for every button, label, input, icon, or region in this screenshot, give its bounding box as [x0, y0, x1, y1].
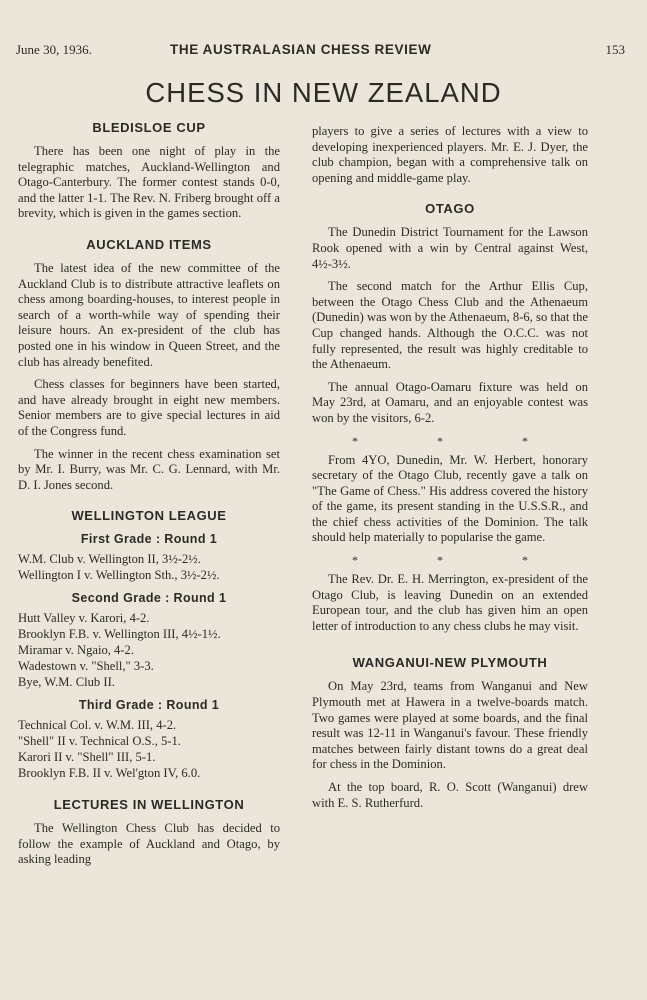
paragraph: The Rev. Dr. E. H. Merrington, ex-president of the Otago Club, is leaving Dunedin on an extended European tour, and the club has given him an open letter of introduction to any chess clubs he may visit. — [312, 572, 588, 633]
grade-heading: First Grade : Round 1 — [80, 532, 218, 547]
paragraph: At the top board, R. O. Scott (Wanganui) drew with E. S. Rutherfurd. — [312, 780, 588, 810]
result-line: Technical Col. v. W.M. III, 4-2. — [18, 718, 177, 733]
section-bledisloe-cup — [18, 120, 280, 222]
grade-heading: Second Grade : Round 1 — [71, 591, 227, 606]
paragraph: The winner in the recent chess examination set by Mr. I. Burry, was Mr. C. G. Lennard, with Mr. D. I. Jones second. — [18, 446, 280, 492]
paragraph: The Wellington Chess Club has decided to follow the example of Auckland and Otago, by asking leading — [18, 821, 280, 867]
result-line: "Shell" II v. Technical O.S., 5-1. — [18, 734, 181, 749]
result-line: Karori II v. "Shell" III, 5-1. — [18, 750, 156, 765]
results-list — [18, 610, 280, 690]
section-wanganui-new-plymouth — [312, 655, 588, 811]
section-separator: * * * — [352, 553, 566, 568]
section-wellington-league — [18, 508, 280, 781]
section-heading: WELLINGTON LEAGUE — [71, 508, 227, 524]
section-heading: WANGANUI-NEW PLYMOUTH — [352, 655, 548, 671]
page-number: 153 — [605, 42, 625, 57]
paragraph: Chess classes for beginners have been started, and have already brought in eight new members. Senior members are to give special lectures in aid of the Congress fund. — [18, 377, 280, 438]
paragraph: The Dunedin District Tournament for the Lawson Rook opened with a win by Central against West, 4½-3½. — [312, 225, 588, 271]
paragraph: On May 23rd, teams from Wanganui and New Plymouth met at Hawera in a twelve-boards match. Two games were played at some boards, and the final result was 12-11 in Wanganui's favour. These friendly matches between fairly distant towns do a great deal for chess in the Dominion. — [312, 679, 588, 772]
paragraph: There has been one night of play in the telegraphic matches, Auckland-Wellington and Otago-Canterbury. The former contest stands 0-0, and the latter 1-1. The Rev. N. Friberg brought off a brevity, which is given in the games section. — [18, 144, 280, 221]
section-heading: LECTURES IN WELLINGTON — [53, 797, 245, 813]
journal-title: THE AUSTRALASIAN CHESS REVIEW — [170, 42, 432, 57]
paragraph-continued: players to give a series of lectures with a view to developing inexperienced players. Mr. E. J. Dyer, the club champion, began with a comprehensive talk on opening and middle-game play. — [312, 124, 588, 185]
section-heading: AUCKLAND ITEMS — [86, 236, 212, 252]
section-otago — [312, 201, 588, 634]
section-lectures-in-wellington — [18, 797, 280, 868]
result-line: Miramar v. Ngaio, 4-2. — [18, 643, 134, 658]
result-line: Brooklyn F.B. II v. Wel'gton IV, 6.0. — [18, 766, 201, 781]
left-column — [18, 120, 280, 875]
section-separator: * * * — [352, 433, 566, 448]
result-line: Bye, W.M. Club II. — [18, 675, 115, 690]
running-header — [16, 40, 625, 60]
section-auckland-items — [18, 237, 280, 493]
result-line: Wellington I v. Wellington Sth., 3½-2½. — [18, 568, 220, 583]
paragraph: From 4YO, Dunedin, Mr. W. Herbert, honorary secretary of the Otago Club, recently gave a talk on "The Game of Chess." His address covered the history of the game, its present standing in the U.S.S.R., and the chief chess activities of the Dominion. The talk should help materially to popularise the game. — [312, 452, 588, 545]
grade-heading: Third Grade : Round 1 — [78, 698, 220, 713]
right-column — [312, 124, 588, 818]
result-line: W.M. Club v. Wellington II, 3½-2½. — [18, 552, 201, 567]
issue-date: June 30, 1936. — [16, 42, 92, 57]
results-list — [18, 551, 280, 583]
paragraph: The latest idea of the new committee of the Auckland Club is to distribute attractive leaflets on chess among boarding-houses, to interest people in search of a worth-while way of spending their leisure hours. An ex-president of the club has posted one in his window in Queen Street, and the club has already benefited. — [18, 260, 280, 369]
result-line: Wadestown v. "Shell," 3-3. — [18, 659, 154, 674]
paragraph: The annual Otago-Oamaru fixture was held on May 23rd, at Oamaru, and an enjoyable contest was won by the visitors, 6-2. — [312, 379, 588, 425]
result-line: Hutt Valley v. Karori, 4-2. — [18, 611, 150, 626]
results-list — [18, 717, 280, 781]
result-line: Brooklyn F.B. v. Wellington III, 4½-1½. — [18, 627, 221, 642]
section-heading: OTAGO — [425, 201, 475, 217]
section-heading: BLEDISLOE CUP — [92, 120, 206, 135]
paragraph: The second match for the Arthur Ellis Cup, between the Otago Chess Club and the Athenaeum (Dunedin) was won by the Athenaeum, 8-6, so that the Cup changed hands. Although the O.C.C. was not fully represented, the result was highly creditable to the Athenaeum. — [312, 279, 588, 372]
article-title: CHESS IN NEW ZEALAND — [145, 77, 502, 108]
